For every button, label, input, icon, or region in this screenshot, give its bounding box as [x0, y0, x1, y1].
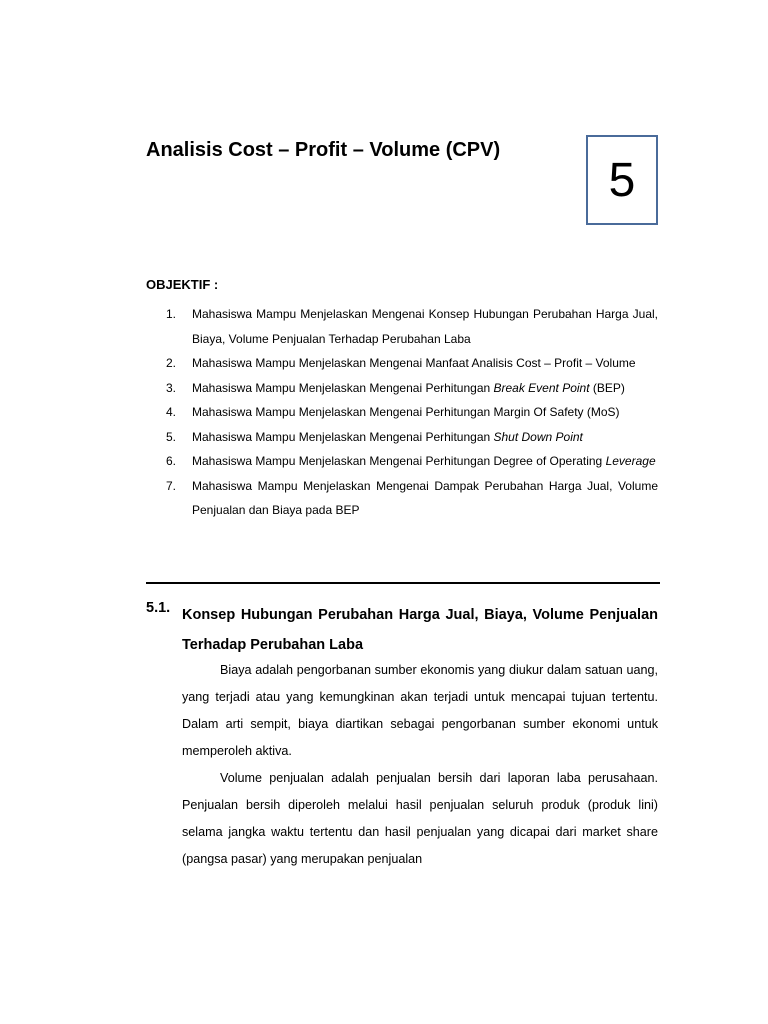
objective-text [192, 425, 658, 450]
chapter-number: 5 [608, 153, 636, 207]
objective-number: 7. [166, 478, 177, 493]
objective-text [192, 449, 658, 474]
body-paragraph: Biaya adalah pengorbanan sumber ekonomis yang diukur dalam satuan uang, yang terjadi atau yang kemungkinan akan terjadi untuk mencapai tujuan tertentu. Dalam arti sempit, biaya diartikan sebagai pengorbanan sumber ekonomi untuk memperoleh aktiva. [182, 663, 658, 758]
objective-text-part: Mahasiswa Mampu Menjelaskan Mengenai Perhitungan [192, 380, 494, 395]
section-number: 5.1. [146, 600, 171, 616]
objective-number: 1. [166, 307, 177, 321]
objective-emphasis: Break Event Point [493, 380, 590, 395]
chapter-number-box [586, 135, 658, 225]
objective-item [166, 425, 658, 450]
objective-emphasis: Shut Down Point [493, 429, 583, 444]
objective-text-part: Mahasiswa Mampu Menjelaskan Mengenai Perhitungan Degree of Operating [192, 454, 606, 468]
objective-text [192, 376, 658, 401]
objective-number: 5. [166, 429, 177, 444]
objective-number: 6. [166, 454, 177, 468]
objective-item [166, 449, 658, 474]
objective-text: Mahasiswa Mampu Menjelaskan Mengenai Dampak Perubahan Harga Jual, Volume Penjualan dan Biaya pada BEP [192, 478, 658, 517]
objective-item [166, 351, 658, 376]
objective-number: 3. [166, 380, 177, 395]
objective-item [166, 474, 658, 523]
objective-item [166, 400, 658, 425]
section-title: Konsep Hubungan Perubahan Harga Jual, Biaya, Volume Penjualan Terhadap Perubahan Laba [182, 607, 658, 653]
objective-text: Mahasiswa Mampu Menjelaskan Mengenai Manfaat Analisis Cost – Profit – Volume [192, 356, 636, 370]
objective-text: Mahasiswa Mampu Menjelaskan Mengenai Konsep Hubungan Perubahan Harga Jual, Biaya, Volume Penjualan Terhadap Perubahan Laba [192, 307, 658, 346]
objective-text-part: Mahasiswa Mampu Menjelaskan Mengenai Perhitungan [192, 429, 494, 444]
objectives-list [166, 302, 658, 523]
objective-item [166, 302, 658, 351]
objective-emphasis: Leverage [605, 454, 656, 468]
objective-text-part: (BEP) [589, 380, 625, 395]
section-divider [146, 582, 660, 584]
objectives-heading: OBJEKTIF : [146, 277, 219, 292]
objective-number: 2. [166, 356, 177, 370]
objective-text: Mahasiswa Mampu Menjelaskan Mengenai Perhitungan Margin Of Safety (MoS) [192, 405, 620, 419]
page-title: Analisis Cost – Profit – Volume (CPV) [146, 139, 501, 161]
section-body [182, 657, 658, 873]
body-paragraph: Volume penjualan adalah penjualan bersih dari laporan laba perusahaan. Penjualan bersih diperoleh melalui hasil penjualan seluruh produk (produk lini) selama jangka waktu tertentu dan hasil penjualan yang dicapai dari market share (pangsa pasar) yang merupakan penjualan [182, 771, 658, 866]
objective-item [166, 376, 658, 401]
objective-number: 4. [166, 405, 177, 419]
